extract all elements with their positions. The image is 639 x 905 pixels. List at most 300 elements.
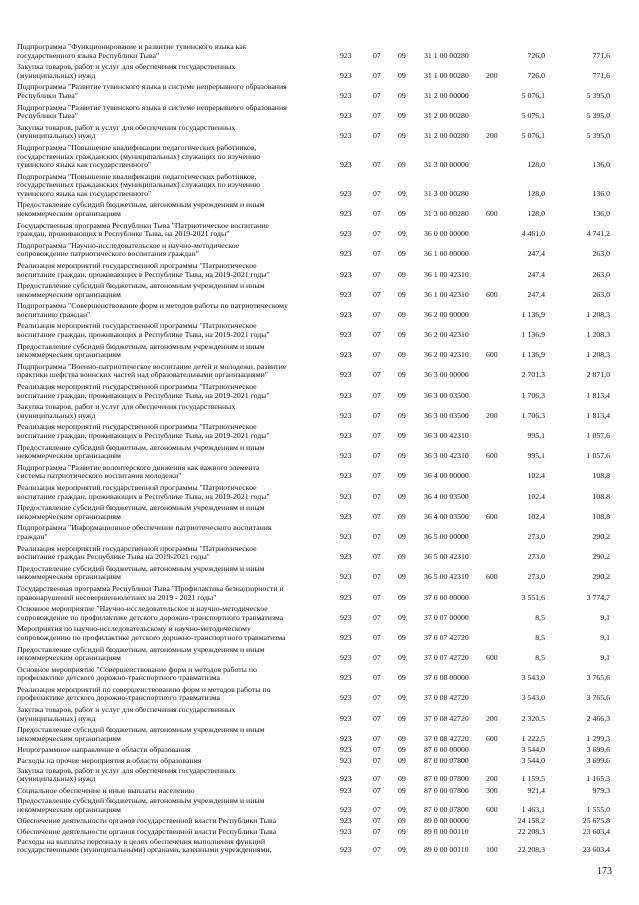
row-name: [17, 343, 322, 360]
cell-target-article: 31 1 00 00280: [424, 70, 469, 80]
cell-subsection: 09: [398, 804, 406, 814]
cell-amount-year1: 1 463,1: [521, 804, 545, 814]
cell-section: 07: [373, 188, 381, 198]
cell-target-article: 89 0 00 00000: [424, 816, 469, 826]
cell-target-article: 36 3 00 03500: [424, 390, 469, 400]
row-name-line: тувинского языка как государственного": [17, 161, 152, 170]
cell-amount-year2: 5 395,0: [586, 131, 610, 141]
cell-ved: 923: [340, 531, 352, 541]
row-name: [17, 646, 322, 663]
table-row: [0, 343, 639, 360]
cell-subsection: 09: [398, 208, 406, 218]
cell-ved: 923: [340, 309, 352, 319]
cell-section: 07: [373, 745, 381, 755]
row-name: [17, 726, 322, 743]
cell-amount-year1: 4 461,0: [521, 229, 545, 239]
cell-target-article: 37 0 07 42720: [424, 632, 469, 642]
row-name-line: Подпрограмма "Развитие тувинского языка в системе непрерывного образования: [17, 83, 287, 92]
row-name-line: Реализация мероприятий государственной программы "Патриотическое: [17, 544, 257, 553]
cell-target-article: 36 3 00 42310: [424, 451, 469, 461]
cell-amount-year1: 5 076,1: [521, 131, 545, 141]
cell-target-article: 87 0 00 07800: [424, 786, 469, 796]
row-name-line: некоммерческим организациям: [17, 290, 121, 299]
table-row: [0, 201, 639, 218]
cell-ved: 923: [340, 816, 352, 826]
cell-amount-year2: 1 057,6: [586, 451, 610, 461]
row-name: [17, 746, 322, 755]
row-name: [17, 828, 322, 837]
cell-amount-year2: 1 813,4: [586, 390, 610, 400]
row-name-line: (муниципальных) нужд: [17, 714, 96, 723]
cell-section: 07: [373, 289, 381, 299]
cell-amount-year1: 247,4: [527, 249, 545, 259]
cell-amount-year2: 3 699,6: [586, 745, 610, 755]
table-row: [0, 686, 639, 703]
cell-subsection: 09: [398, 816, 406, 826]
cell-subsection: 09: [398, 269, 406, 279]
cell-subsection: 09: [398, 845, 406, 855]
row-name-line: Реализация мероприятий государственной программы "Патриотическое: [17, 484, 257, 492]
cell-ved: 923: [340, 249, 352, 259]
page-number: 173: [597, 866, 612, 877]
cell-ved: 923: [340, 552, 352, 562]
cell-ved: 923: [340, 330, 352, 340]
table-row: [0, 222, 639, 239]
cell-ved: 923: [340, 410, 352, 420]
cell-section: 07: [373, 431, 381, 441]
table-row: [0, 797, 639, 814]
row-name: [17, 201, 322, 218]
cell-ved: 923: [340, 632, 352, 642]
cell-amount-year1: 726,0: [527, 70, 545, 80]
row-name: [17, 242, 322, 259]
cell-amount-year1: 1 706,3: [521, 390, 545, 400]
cell-ved: 923: [340, 471, 352, 481]
row-name: [17, 423, 322, 440]
row-name-line: государственных гражданских (муниципальных) служащих по изучению: [17, 152, 261, 161]
row-name-line: некоммерческим организациям: [17, 209, 121, 218]
cell-section: 07: [373, 612, 381, 622]
cell-amount-year1: 1 706,3: [521, 410, 545, 420]
cell-ved: 923: [340, 451, 352, 461]
cell-amount-year2: 1 208,3: [586, 309, 610, 319]
cell-ved: 923: [340, 653, 352, 663]
cell-amount-year1: 2 320,5: [521, 713, 545, 723]
cell-amount-year2: 771,6: [592, 50, 610, 60]
cell-amount-year2: 771,6: [592, 70, 610, 80]
cell-amount-year1: 8,5: [535, 632, 545, 642]
cell-expense-type: 200: [486, 713, 498, 723]
row-name-line: Мероприятия по научно-исследовательскому и научно-методическому: [17, 625, 251, 634]
row-name-line: Подпрограмма "Информационное обеспечение патриотического воспитания: [17, 524, 272, 533]
cell-amount-year1: 1 136,9: [521, 350, 545, 360]
table-row: [0, 104, 639, 121]
table-row: [0, 605, 639, 622]
cell-amount-year2: 1 555,0: [586, 804, 610, 814]
row-name-line: Закупка товаров, работ и услуг для обеспечения государственных: [17, 706, 236, 715]
cell-ved: 923: [340, 592, 352, 602]
table-row: [0, 565, 639, 582]
row-name-line: практики шефства воинских частей над образовательными организациями": [17, 371, 269, 380]
cell-ved: 923: [340, 713, 352, 723]
row-name: [17, 545, 322, 562]
cell-amount-year2: 290,2: [592, 552, 610, 562]
table-row: [0, 383, 639, 400]
row-name: [17, 144, 322, 170]
row-name: [17, 63, 322, 80]
row-name-line: Подпрограмма "Научно-исследовательское и научно-методическое: [17, 241, 240, 250]
cell-amount-year2: 4 741,2: [586, 229, 610, 239]
table-row: [0, 625, 639, 642]
cell-amount-year2: 9,1: [600, 632, 610, 642]
cell-ved: 923: [340, 612, 352, 622]
cell-section: 07: [373, 804, 381, 814]
row-name: [17, 706, 322, 723]
table-row: [0, 173, 639, 199]
table-row: [0, 828, 639, 837]
cell-target-article: 89 0 00 00110: [424, 845, 469, 855]
row-name-line: Предоставление субсидий бюджетным, автономным учреждениям и иным: [17, 342, 265, 351]
cell-subsection: 09: [398, 612, 406, 622]
cell-subsection: 09: [398, 131, 406, 141]
row-name-line: некоммерческим организациям: [17, 805, 121, 814]
cell-subsection: 09: [398, 350, 406, 360]
cell-amount-year1: 8,5: [535, 653, 545, 663]
cell-amount-year2: 2 871,0: [586, 370, 610, 380]
row-name-line: Подпрограмма "Развитие волонтерского движения как важного элемента: [17, 463, 260, 472]
cell-expense-type: 100: [486, 845, 498, 855]
row-name-line: воспитание граждан, проживающих в Республике Тыва, на 2019-2021 годы": [17, 432, 270, 441]
row-name: [17, 444, 322, 461]
cell-subsection: 09: [398, 745, 406, 755]
table-row: [0, 666, 639, 683]
row-name-line: некоммерческим организациям: [17, 351, 121, 360]
cell-subsection: 09: [398, 491, 406, 501]
cell-ved: 923: [340, 350, 352, 360]
cell-subsection: 09: [398, 289, 406, 299]
cell-section: 07: [373, 845, 381, 855]
row-name-line: сопровождению по профилактике детского дорожно-транспортного травматизма: [17, 633, 286, 642]
cell-ved: 923: [340, 491, 352, 501]
cell-amount-year1: 247,4: [527, 269, 545, 279]
row-name-line: Основное мероприятие "Совершенствование форм и методов работы по: [17, 665, 257, 674]
row-name: [17, 363, 322, 380]
cell-expense-type: 600: [486, 289, 498, 299]
cell-amount-year1: 1 159,5: [521, 774, 545, 784]
row-name-line: некоммерческим организациям: [17, 512, 121, 521]
row-name: [17, 605, 322, 622]
cell-amount-year1: 8,5: [535, 612, 545, 622]
row-name: [17, 585, 322, 602]
table-row: [0, 585, 639, 602]
cell-target-article: 36 2 00 42310: [424, 330, 469, 340]
cell-section: 07: [373, 131, 381, 141]
table-row: [0, 282, 639, 299]
cell-subsection: 09: [398, 188, 406, 198]
row-name-line: воспитание граждан Республике Тыва на 2019-2021 годы": [17, 553, 210, 562]
row-name: [17, 504, 322, 521]
cell-ved: 923: [340, 511, 352, 521]
cell-amount-year1: 128,0: [527, 208, 545, 218]
cell-section: 07: [373, 713, 381, 723]
cell-amount-year2: 9,1: [600, 612, 610, 622]
cell-ved: 923: [340, 188, 352, 198]
cell-amount-year2: 136,0: [592, 208, 610, 218]
cell-amount-year2: 3 774,7: [586, 592, 610, 602]
cell-target-article: 37 0 08 42720: [424, 733, 469, 743]
row-name-line: государственными (муниципальными) органами, казенными учреждениями,: [17, 846, 272, 855]
cell-amount-year1: 3 544,0: [521, 755, 545, 765]
row-name: [17, 464, 322, 481]
cell-section: 07: [373, 70, 381, 80]
cell-section: 07: [373, 552, 381, 562]
cell-amount-year2: 108,8: [592, 511, 610, 521]
cell-amount-year1: 273,0: [527, 552, 545, 562]
cell-subsection: 09: [398, 330, 406, 340]
row-name-line: Реализация мероприятий государственной программы "Патриотическое: [17, 322, 257, 331]
row-name-line: Республики Тыва": [17, 91, 78, 100]
cell-ved: 923: [340, 693, 352, 703]
cell-ved: 923: [340, 786, 352, 796]
cell-amount-year2: 263,0: [592, 249, 610, 259]
table-row: [0, 262, 639, 279]
cell-amount-year2: 23 603,4: [582, 845, 610, 855]
cell-amount-year1: 1 136,9: [521, 309, 545, 319]
cell-amount-year2: 5 395,0: [586, 90, 610, 100]
row-name-line: сопровождение по профилактике детского дорожно-транспортного травматизма: [17, 613, 284, 622]
row-name: [17, 817, 322, 826]
cell-ved: 923: [340, 229, 352, 239]
cell-expense-type: 200: [486, 410, 498, 420]
cell-amount-year1: 995,1: [527, 431, 545, 441]
cell-section: 07: [373, 592, 381, 602]
row-name-line: Непрограммное направление в области образования: [17, 746, 191, 755]
cell-subsection: 09: [398, 160, 406, 170]
cell-subsection: 09: [398, 390, 406, 400]
cell-subsection: 09: [398, 786, 406, 796]
cell-target-article: 87 0 00 07800: [424, 804, 469, 814]
cell-amount-year1: 2 701,3: [521, 370, 545, 380]
row-name-line: профилактике детского дорожно-транспортного травматизма: [17, 694, 220, 703]
cell-target-article: 36 1 00 42310: [424, 269, 469, 279]
cell-subsection: 09: [398, 451, 406, 461]
cell-section: 07: [373, 390, 381, 400]
row-name-line: Расходы на выплаты персоналу в целях обеспечения выполнения функций: [17, 837, 266, 846]
cell-target-article: 36 4 00 03500: [424, 491, 469, 501]
row-name-line: Предоставление субсидий бюджетным, автономным учреждениям и иным: [17, 282, 265, 291]
cell-expense-type: 200: [486, 774, 498, 784]
cell-ved: 923: [340, 804, 352, 814]
row-name-line: Обеспечение деятельности органов государственной власти Республики Тыва: [17, 817, 277, 826]
cell-subsection: 09: [398, 693, 406, 703]
cell-subsection: 09: [398, 370, 406, 380]
cell-target-article: 37 0 07 00000: [424, 612, 469, 622]
cell-target-article: 89 0 00 00110: [424, 826, 469, 836]
table-row: [0, 144, 639, 170]
row-name-line: Государственная программа Республики Тыва "Патриотическое воспитание: [17, 221, 269, 230]
cell-amount-year2: 136,0: [592, 188, 610, 198]
cell-target-article: 36 1 00 00000: [424, 249, 469, 259]
cell-ved: 923: [340, 745, 352, 755]
row-name: [17, 322, 322, 339]
cell-ved: 923: [340, 269, 352, 279]
cell-amount-year2: 290,2: [592, 572, 610, 582]
cell-expense-type: 600: [486, 350, 498, 360]
cell-expense-type: 600: [486, 653, 498, 663]
cell-amount-year1: 273,0: [527, 572, 545, 582]
cell-amount-year2: 979,3: [592, 786, 610, 796]
cell-target-article: 31 2 00 00000: [424, 90, 469, 100]
cell-section: 07: [373, 693, 381, 703]
table-row: [0, 363, 639, 380]
cell-subsection: 09: [398, 713, 406, 723]
row-name-line: (муниципальных) нужд: [17, 132, 96, 141]
cell-target-article: 36 3 00 00000: [424, 370, 469, 380]
cell-subsection: 09: [398, 70, 406, 80]
row-name-line: Предоставление субсидий бюджетным, автономным учреждениям и иным: [17, 726, 265, 735]
cell-target-article: 37 0 08 42720: [424, 693, 469, 703]
cell-target-article: 36 2 00 00000: [424, 309, 469, 319]
cell-target-article: 37 0 07 42720: [424, 653, 469, 663]
row-name: [17, 797, 322, 814]
cell-target-article: 31 3 00 00280: [424, 208, 469, 218]
cell-section: 07: [373, 632, 381, 642]
cell-section: 07: [373, 826, 381, 836]
row-name-line: (муниципальных) нужд: [17, 71, 96, 80]
cell-section: 07: [373, 816, 381, 826]
table-row: [0, 302, 639, 319]
cell-section: 07: [373, 330, 381, 340]
cell-target-article: 37 0 08 42720: [424, 713, 469, 723]
cell-target-article: 37 0 00 00000: [424, 592, 469, 602]
cell-subsection: 09: [398, 774, 406, 784]
row-name: [17, 757, 322, 766]
row-name-line: Реализация мероприятий государственной программы "Патриотическое: [17, 423, 257, 432]
cell-subsection: 09: [398, 309, 406, 319]
cell-ved: 923: [340, 70, 352, 80]
table-row: [0, 757, 639, 766]
row-name-line: Закупка товаров, работ и услуг для обеспечения государственных: [17, 766, 236, 775]
table-row: [0, 423, 639, 440]
cell-amount-year2: 263,0: [592, 269, 610, 279]
cell-target-article: 31 3 00 00000: [424, 160, 469, 170]
cell-amount-year2: 1 208,3: [586, 330, 610, 340]
table-row: [0, 746, 639, 755]
cell-amount-year2: 3 765,6: [586, 673, 610, 683]
cell-subsection: 09: [398, 511, 406, 521]
cell-section: 07: [373, 350, 381, 360]
cell-amount-year2: 1 299,3: [586, 733, 610, 743]
cell-expense-type: 300: [486, 786, 498, 796]
cell-amount-year1: 102,4: [527, 511, 545, 521]
cell-section: 07: [373, 774, 381, 784]
row-name-line: Закупка товаров, работ и услуг для обеспечения государственных: [17, 123, 236, 132]
cell-amount-year2: 1 057,6: [586, 431, 610, 441]
cell-amount-year2: 9,1: [600, 653, 610, 663]
cell-amount-year2: 5 395,0: [586, 111, 610, 121]
cell-amount-year1: 3 543,0: [521, 693, 545, 703]
row-name: [17, 666, 322, 683]
cell-ved: 923: [340, 90, 352, 100]
cell-ved: 923: [340, 826, 352, 836]
row-name: [17, 222, 322, 239]
table-row: [0, 124, 639, 141]
cell-subsection: 09: [398, 733, 406, 743]
cell-expense-type: 600: [486, 804, 498, 814]
cell-subsection: 09: [398, 90, 406, 100]
cell-amount-year2: 108,8: [592, 491, 610, 501]
cell-amount-year2: 290,2: [592, 531, 610, 541]
row-name-line: Социальное обеспечение и иные выплаты населению: [17, 787, 195, 796]
row-name-line: некоммерческим организациям: [17, 734, 121, 743]
cell-target-article: 36 4 00 00000: [424, 471, 469, 481]
cell-ved: 923: [340, 370, 352, 380]
cell-amount-year1: 247,4: [527, 289, 545, 299]
cell-amount-year1: 128,0: [527, 160, 545, 170]
row-name-line: Расходы на прочие мероприятия в области образования: [17, 756, 202, 765]
cell-section: 07: [373, 269, 381, 279]
cell-section: 07: [373, 451, 381, 461]
cell-ved: 923: [340, 131, 352, 141]
cell-target-article: 36 5 00 42310: [424, 552, 469, 562]
row-name-line: Предоставление субсидий бюджетным, автономным учреждениям и иным: [17, 797, 265, 806]
cell-target-article: 87 0 00 00000: [424, 745, 469, 755]
cell-amount-year2: 108,8: [592, 471, 610, 481]
cell-subsection: 09: [398, 826, 406, 836]
row-name-line: Подпрограмма "Развитие тувинского языка в системе непрерывного образования: [17, 103, 287, 112]
row-name-line: Государственная программа Республики Тыва "Профилактика безнадзорности и: [17, 584, 284, 593]
cell-ved: 923: [340, 572, 352, 582]
cell-amount-year1: 3 543,0: [521, 673, 545, 683]
cell-target-article: 36 2 00 42310: [424, 350, 469, 360]
row-name: [17, 282, 322, 299]
cell-section: 07: [373, 50, 381, 60]
cell-subsection: 09: [398, 552, 406, 562]
cell-ved: 923: [340, 160, 352, 170]
cell-section: 07: [373, 653, 381, 663]
row-name-line: Обеспечение деятельности органов государственной власти Республики Тыва: [17, 827, 277, 836]
row-name: [17, 124, 322, 141]
cell-section: 07: [373, 755, 381, 765]
row-name-line: (муниципальных) нужд: [17, 411, 96, 420]
row-name-line: некоммерческим организациям: [17, 654, 121, 663]
cell-subsection: 09: [398, 592, 406, 602]
table-row: [0, 817, 639, 826]
cell-section: 07: [373, 370, 381, 380]
cell-amount-year2: 1 165,3: [586, 774, 610, 784]
cell-ved: 923: [340, 390, 352, 400]
row-name-line: Подпрограмма "Повышение квалификации педагогических работников,: [17, 172, 257, 181]
cell-subsection: 09: [398, 471, 406, 481]
cell-section: 07: [373, 229, 381, 239]
row-name-line: Реализация мероприятий государственной программы "Патриотическое: [17, 383, 257, 392]
row-name: [17, 838, 322, 855]
row-name-line: воспитанию граждан": [17, 310, 91, 319]
cell-expense-type: 200: [486, 131, 498, 141]
cell-amount-year2: 1 208,3: [586, 350, 610, 360]
row-name: [17, 787, 322, 796]
row-name-line: Реализация мероприятий по совершенствованию форм и методов работы по: [17, 685, 271, 694]
row-name: [17, 383, 322, 400]
cell-section: 07: [373, 572, 381, 582]
cell-section: 07: [373, 531, 381, 541]
row-name: [17, 686, 322, 703]
cell-target-article: 36 3 00 42310: [424, 431, 469, 441]
cell-section: 07: [373, 733, 381, 743]
cell-section: 07: [373, 410, 381, 420]
cell-section: 07: [373, 160, 381, 170]
cell-target-article: 36 5 00 42310: [424, 572, 469, 582]
